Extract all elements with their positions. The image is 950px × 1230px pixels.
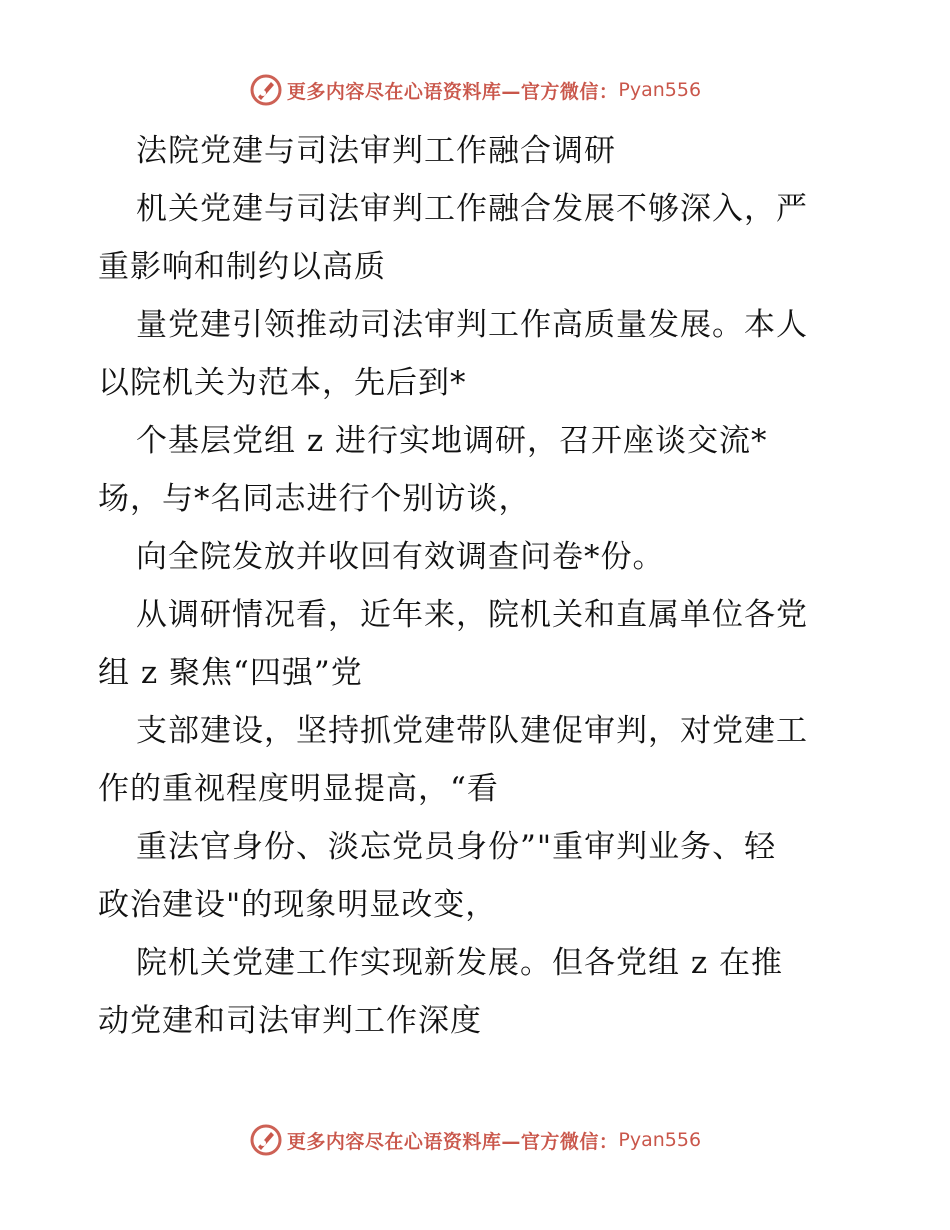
document-title: 法院党建与司法审判工作融合调研 <box>136 133 616 169</box>
watermark-wechat: Pyan556 <box>618 79 702 101</box>
text-line: 重法官身份、淡忘党员身份”"重审判业务、轻 <box>136 829 777 865</box>
text-line: 机关党建与司法审判工作融合发展不够深入，严 <box>136 191 808 227</box>
text-line: 院机关党建工作实现新发展。但各党组 z 在推 <box>136 945 784 981</box>
text-line: 重影响和制约以高质 <box>98 249 386 285</box>
text-line: 量党建引领推动司法审判工作高质量发展。本人 <box>136 307 808 343</box>
text-line: 场，与*名同志进行个别访谈， <box>98 481 531 517</box>
text-line: 作的重视程度明显提高，“看 <box>98 771 499 807</box>
watermark-text: 更多内容尽在心语资料库—官方微信： <box>286 1130 619 1153</box>
document-body <box>98 122 858 1050</box>
text-line: 支部建设，坚持抓党建带队建促审判，对党建工 <box>136 713 808 749</box>
text-line: 政治建设"的现象明显改变， <box>98 887 498 923</box>
watermark-text: 更多内容尽在心语资料库—官方微信： <box>286 80 619 103</box>
text-line: 以院机关为范本，先后到* <box>98 365 467 401</box>
text-line: 从调研情况看，近年来，院机关和直属单位各党 <box>136 597 808 633</box>
text-line: 动党建和司法审判工作深度 <box>98 1003 482 1039</box>
watermark-wechat: Pyan556 <box>618 1129 702 1151</box>
text-line: 组 z 聚焦“四强”党 <box>98 655 363 691</box>
logo-icon <box>249 73 283 107</box>
text-line: 个基层党组 z 进行实地调研，召开座谈交流* <box>136 423 768 459</box>
text-line: 向全院发放并收回有效调查问卷*份。 <box>136 539 665 575</box>
header-watermark <box>0 70 950 110</box>
footer-watermark <box>0 1120 950 1160</box>
logo-icon <box>249 1123 283 1157</box>
